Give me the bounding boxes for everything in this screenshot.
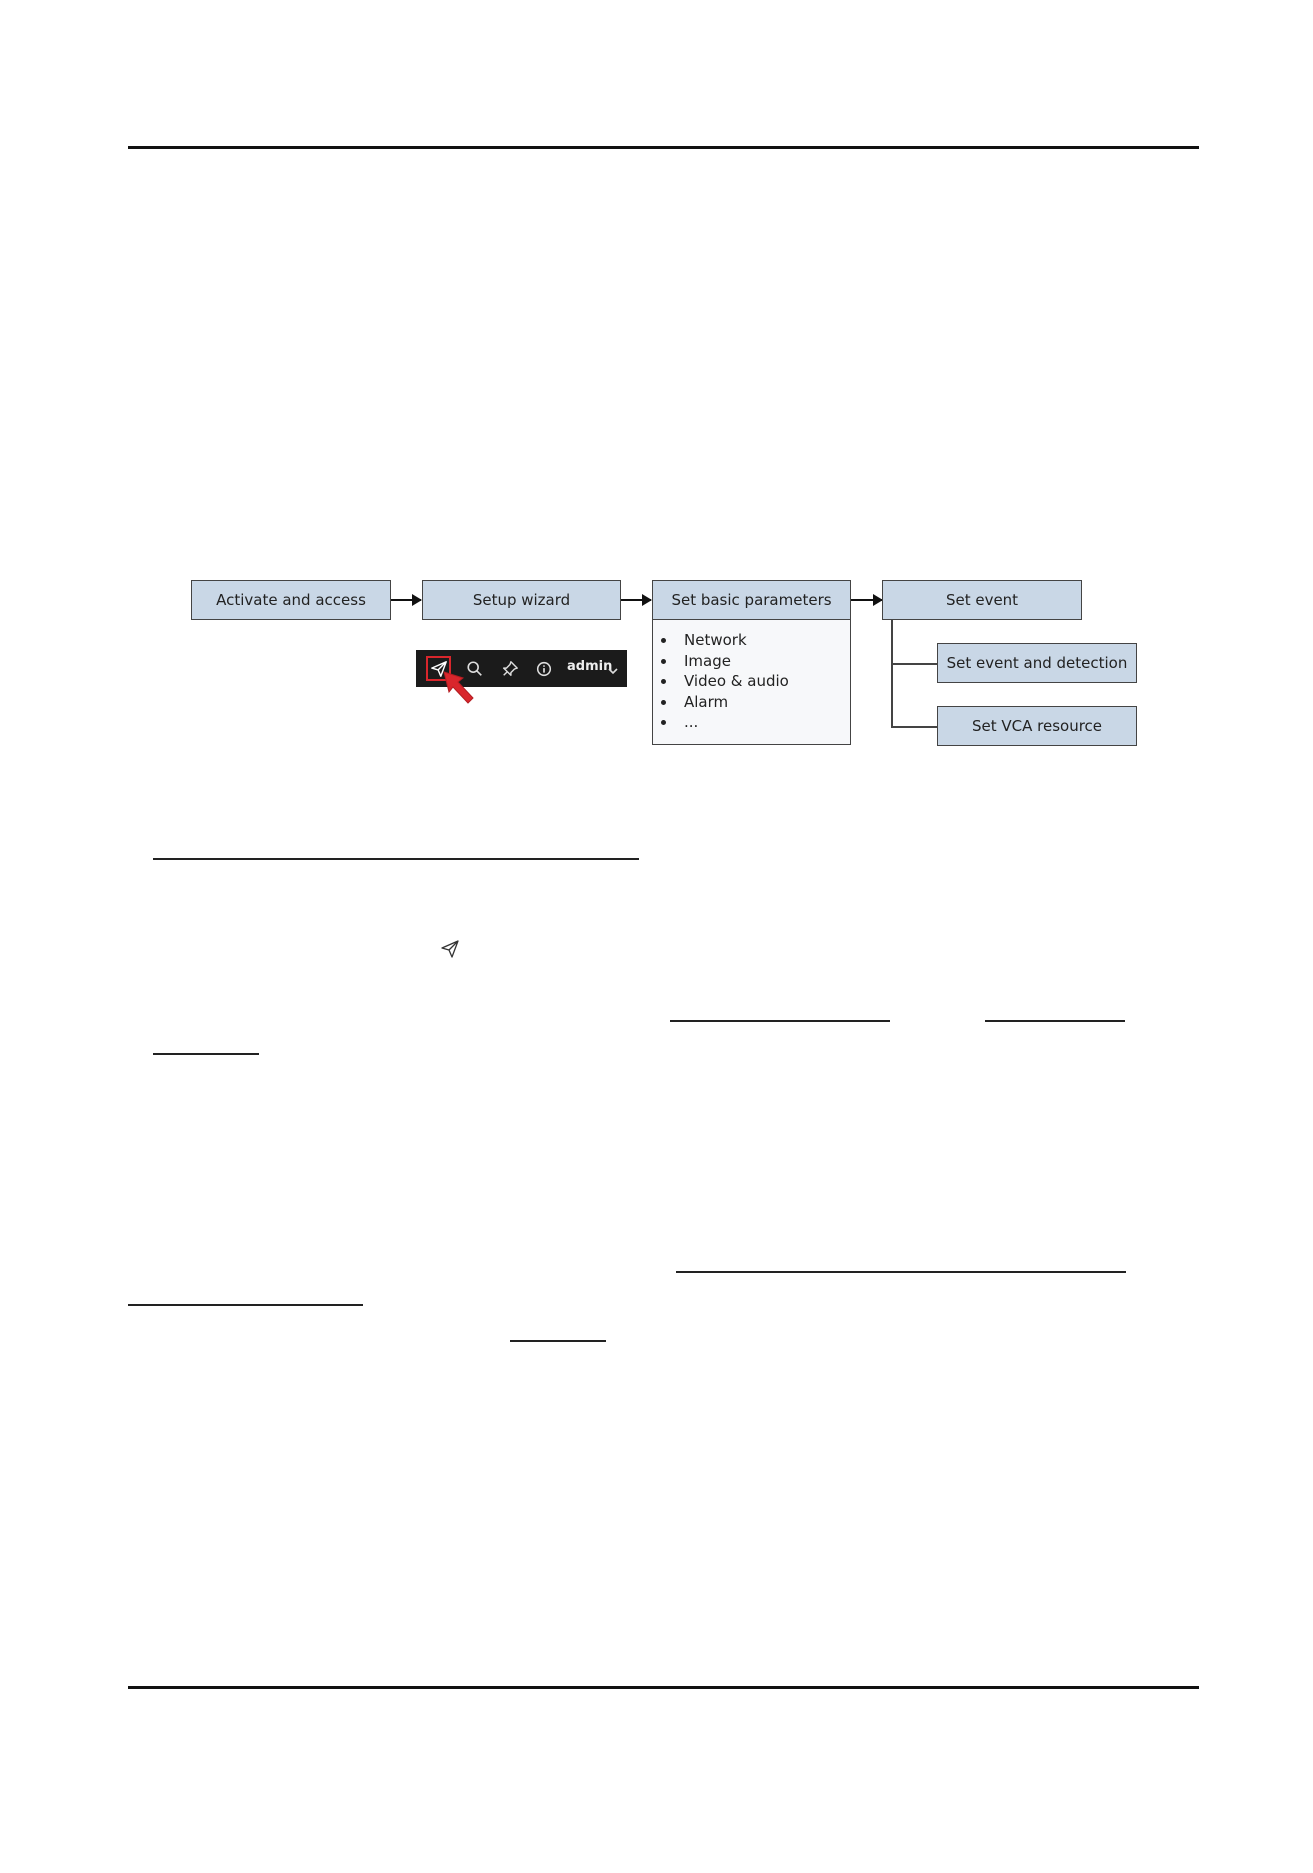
- flow-arrow: [851, 599, 882, 601]
- connector-line: [891, 726, 937, 728]
- list-item: Image: [653, 651, 850, 672]
- user-menu-label[interactable]: admin: [567, 659, 613, 674]
- link-underline[interactable]: [153, 858, 639, 860]
- footer-rule: [128, 1686, 1199, 1689]
- link-underline[interactable]: [510, 1340, 606, 1342]
- flow-step-label: Set basic parameters: [671, 591, 832, 609]
- wizard-icon: [440, 939, 460, 959]
- list-item: Network: [653, 630, 850, 651]
- list-item: Video & audio: [653, 671, 850, 692]
- flow-sub-vca-resource: [937, 706, 1137, 746]
- flow-step-basic-parameters: [652, 580, 851, 620]
- pin-icon[interactable]: [499, 658, 521, 680]
- flow-step-label: Set event and detection: [946, 654, 1128, 672]
- flow-step-label: Set VCA resource: [971, 717, 1103, 735]
- flow-arrow: [391, 599, 421, 601]
- pointer-arrow-icon: [439, 668, 481, 708]
- connector-line: [891, 663, 937, 665]
- list-item: ...: [653, 712, 850, 733]
- basic-parameters-list: [652, 620, 851, 745]
- list-item: Alarm: [653, 692, 850, 713]
- flow-sub-event-detection: [937, 643, 1137, 683]
- link-underline[interactable]: [670, 1020, 890, 1022]
- chevron-down-icon[interactable]: [607, 662, 619, 681]
- link-underline[interactable]: [985, 1020, 1125, 1022]
- flow-arrow: [621, 599, 651, 601]
- info-icon[interactable]: [533, 658, 555, 680]
- flow-step-activate: [191, 580, 391, 620]
- flow-step-label: Activate and access: [216, 591, 366, 609]
- link-underline[interactable]: [128, 1304, 363, 1306]
- link-underline[interactable]: [153, 1053, 259, 1055]
- connector-line: [891, 620, 893, 727]
- header-rule: [128, 146, 1199, 149]
- flow-step-set-event: [882, 580, 1082, 620]
- flow-step-label: Set event: [945, 591, 1019, 609]
- link-underline[interactable]: [676, 1271, 1126, 1273]
- flow-step-label: Setup wizard: [472, 591, 571, 609]
- flow-step-setup-wizard: [422, 580, 621, 620]
